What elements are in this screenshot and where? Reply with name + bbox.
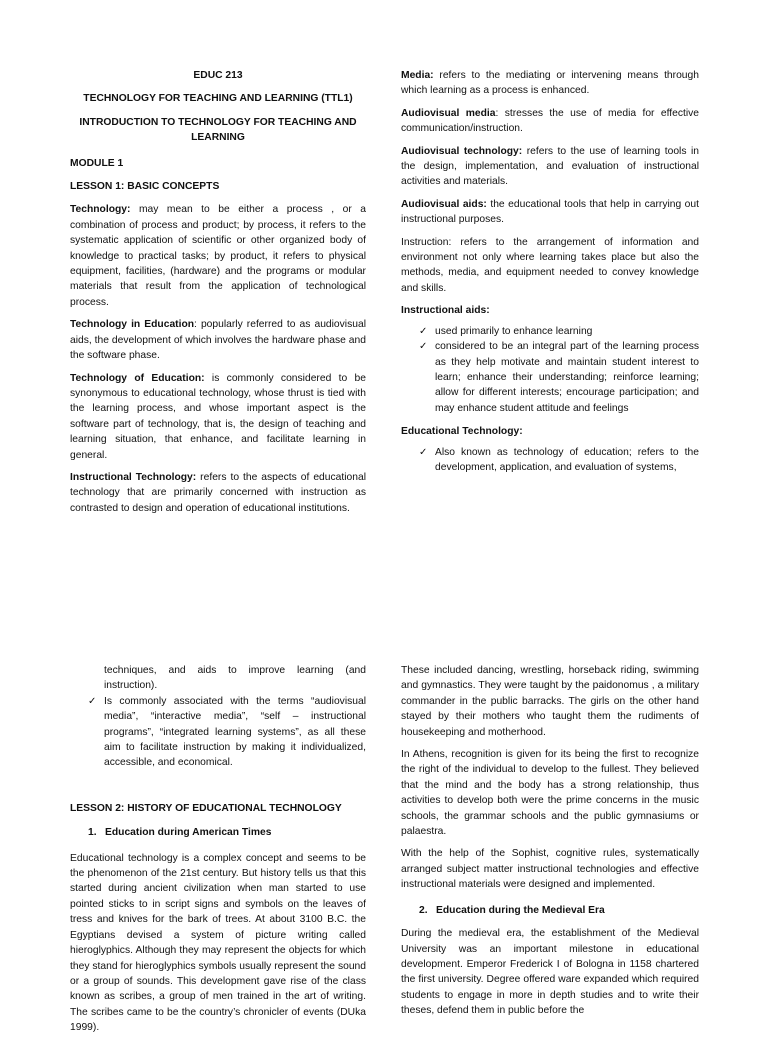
- body-paragraph: Educational technology is a complex concept and seems to be the phenomenon of the 21st century. But history tells us that this started during ancient civilization when man started to use pointed sticks to in script signs and symbols on the leaves of tress and knives for the bark of trees. At about 3100 B.C. the Egyptians devised a system of picture writing called hieroglyphics. Although they may represent the objects for which they stand for hieroglyphics symbols usually represent the sound or a group of sounds. This development gave rise of the class known as scribes, a group of men trained in the art of writing. The scribes came to be the country’s chronicler of events (DUka 1999).: [70, 852, 366, 1034]
- definition-term: Audiovisual technology:: [401, 145, 523, 157]
- definition-paragraph: [70, 202, 366, 310]
- list-item-text: techniques, and aids to improve learning (and instruction).: [104, 665, 366, 692]
- course-code: EDUC 213: [193, 70, 243, 81]
- body-paragraph: In Athens, recognition is given for its being the first to recognize the right of the individual to develop to the fullest. They believed that the mind and the body has a strong relationship, thus activities to develop both were the prime concerns in the music schools, the grammar schools and the public gymnasiums or palaestra.: [401, 749, 699, 838]
- definition-text: may mean to be either a process , or a combination of process and product; by process, it refers to the systematic application of scientific or other organized body of knowledge to practical tasks; by product, it refers to physical equipment, facilities, (hardware) and the programs or modular materials that result from the application of technological process.: [70, 204, 366, 308]
- section-heading: [70, 825, 366, 840]
- definition-term: Audiovisual aids:: [401, 198, 487, 210]
- definition-text: Instruction: refers to the arrangement of information and environment not only where learning takes place but also the methods, media, and equipment needed to convey knowledge and skills.: [401, 236, 699, 294]
- definition-text: refers to the mediating or intervening means through which learning as a process is enhanced.: [401, 70, 699, 97]
- section-number: 1.: [88, 827, 97, 839]
- definition-term: Audiovisual media: [401, 107, 496, 119]
- list-item: [419, 324, 699, 339]
- list-item: [88, 694, 366, 771]
- definition-text: refers to the use of learning tools in the design, implementation, and evaluation of instructional activities and materials.: [401, 145, 699, 188]
- section-heading: [401, 903, 699, 918]
- definition-term: Technology:: [70, 204, 131, 216]
- definition-text: the educational tools that help in carrying out instructional purposes.: [401, 198, 699, 226]
- body-paragraph: During the medieval era, the establishment of the Medieval University was an important milestone in educational development. Emperor Frederick I of Bologna in 1158 chartered the first university. Degree offered ware expanded which required students to engage in more in depth studies and to write their theses, defend them in public before the: [401, 928, 699, 1017]
- definition-paragraph: [70, 470, 366, 516]
- definition-text: : popularly referred to as audiovisual aids, the development of which involves the hardware phase and the software phase.: [70, 319, 366, 362]
- column-2-bottom: [401, 663, 699, 1026]
- section-list: [70, 825, 366, 840]
- document-title: TECHNOLOGY FOR TEACHING AND LEARNING (TTL1): [83, 93, 353, 105]
- definition-paragraph: [401, 68, 699, 99]
- list-item: [419, 339, 699, 416]
- column-2-top: [401, 68, 699, 481]
- column-1-bottom: [70, 663, 366, 1043]
- definition-paragraph: [70, 371, 366, 463]
- definition-paragraph: [401, 235, 699, 297]
- definition-text: is commonly considered to be synonymous to educational technology, whose thrust is tied with the learning process, and whose important aspect is the software part of technology, that is, the design of teaching and learning situation, that enhance, and facilitate learning in general.: [70, 372, 366, 461]
- module-heading: MODULE 1: [70, 157, 124, 169]
- definition-term: Technology in Education: [70, 319, 195, 331]
- column-1-top: [70, 68, 366, 523]
- list-item: [419, 445, 699, 476]
- instructional-aids-heading: Instructional aids:: [401, 305, 490, 317]
- definition-term: Instructional Technology:: [70, 471, 197, 483]
- lesson-1-heading: LESSON 1: BASIC CONCEPTS: [70, 181, 220, 193]
- body-paragraph: These included dancing, wrestling, horseback riding, swimming and gymnastics. They were taught by the paidonomus , a military commander in the public barracks. The girls on the other hand stayed by their mothers who taught them the rudiments of housekeeping and motherhood.: [401, 665, 699, 738]
- list-item-text: Is commonly associated with the terms “audiovisual media”, “interactive media”, “self – instructional programs”, “integrated learning systems”, as all these aim to facilitate instruction by making it individualized, accessible, and economical.: [104, 695, 366, 769]
- definition-paragraph: [401, 197, 699, 228]
- checkmark-icon: ✓: [419, 341, 428, 353]
- definition-paragraph: [401, 106, 699, 137]
- instructional-aids-list: [401, 324, 699, 416]
- definition-text: : stresses the use of media for effective communication/instruction.: [401, 107, 700, 135]
- definition-term: Technology of Education:: [70, 372, 205, 384]
- list-item-text: used primarily to enhance learning: [435, 325, 593, 337]
- definition-paragraph: [401, 144, 699, 190]
- definition-text: refers to the aspects of educational technology that are primarily concerned with instruction as contrasted to design and operation of educational institutions.: [70, 471, 366, 514]
- list-item-text: Also known as technology of education; refers to the development, application, and evaluation of systems,: [435, 446, 699, 473]
- list-item-text: considered to be an integral part of the learning process as they help motivate and maintain student interest to learn; enhance their understanding; reinforce learning; allow for different interests; encourage participation; and may enhance student attitude and feelings: [435, 341, 699, 414]
- document-subtitle: INTRODUCTION TO TECHNOLOGY FOR TEACHING AND LEARNING: [79, 116, 357, 144]
- educational-technology-list-continued: [70, 663, 366, 771]
- definition-paragraph: [70, 317, 366, 363]
- list-item: [104, 663, 366, 694]
- checkmark-icon: ✓: [419, 446, 428, 458]
- educational-technology-heading: Educational Technology:: [401, 426, 523, 438]
- definition-term: Media:: [401, 70, 434, 81]
- section-title: Education during the Medieval Era: [436, 904, 605, 916]
- educational-technology-list: [401, 445, 699, 476]
- body-paragraph: With the help of the Sophist, cognitive rules, systematically arranged subject matter instructional technologies and effective instructional materials were designed and implemented.: [401, 848, 699, 891]
- section-title: Education during American Times: [105, 827, 272, 839]
- checkmark-icon: ✓: [88, 695, 97, 707]
- checkmark-icon: ✓: [419, 325, 428, 337]
- lesson-2-heading: LESSON 2: HISTORY OF EDUCATIONAL TECHNOLOGY: [70, 802, 342, 814]
- section-list: [401, 903, 699, 918]
- section-number: 2.: [419, 904, 428, 916]
